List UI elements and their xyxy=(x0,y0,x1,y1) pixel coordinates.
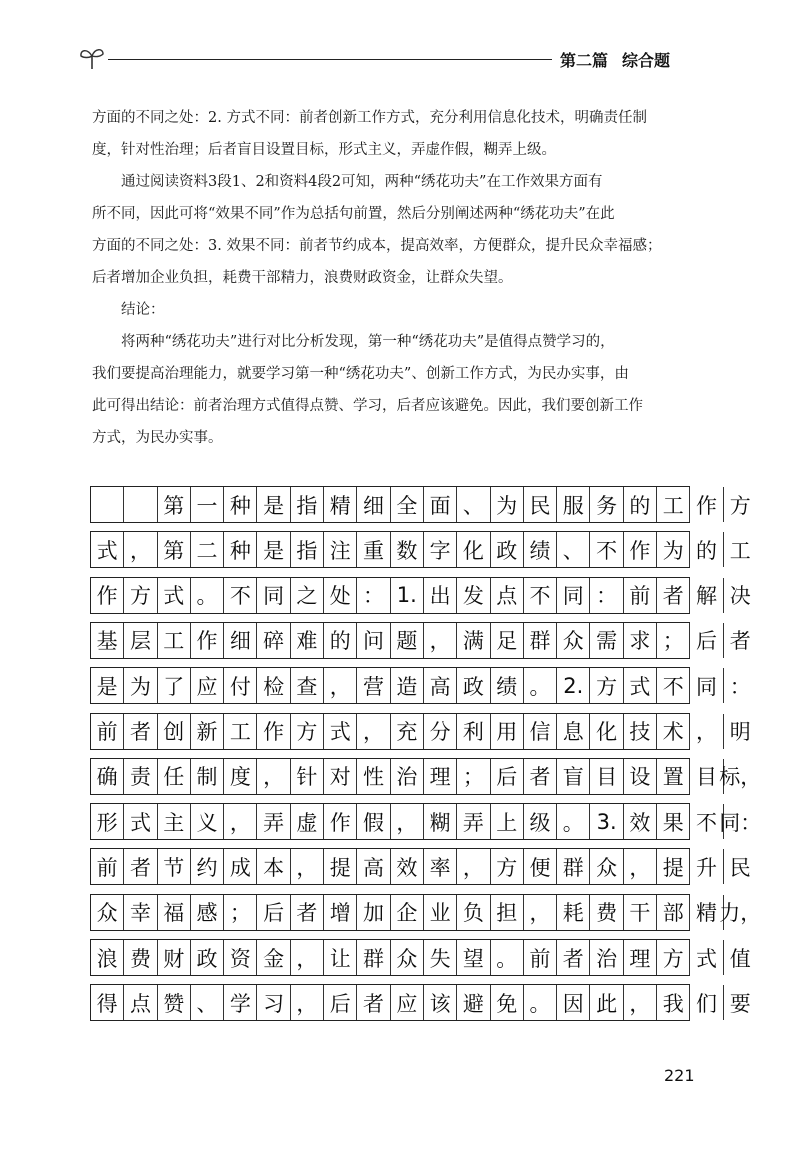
grid-cell: 政 xyxy=(457,668,490,703)
grid-cell: 性 xyxy=(357,759,390,794)
grid-cell: 式 xyxy=(158,578,191,613)
grid-cell: 为 xyxy=(657,532,690,567)
grid-cell: 二 xyxy=(191,532,224,567)
section-part: 第二篇 xyxy=(560,51,609,70)
grid-cell: 应 xyxy=(391,985,424,1020)
grid-cell: ； xyxy=(657,623,690,658)
grid-cell: 对 xyxy=(324,759,357,794)
grid-cell: 糊 xyxy=(424,804,457,839)
grid-cell: 同 xyxy=(690,668,723,703)
grid-cell: 资 xyxy=(224,940,257,975)
grid-row xyxy=(90,713,751,750)
grid-cell: 望 xyxy=(457,940,490,975)
grid-cell: ： xyxy=(729,674,751,699)
grid-cell: 感 xyxy=(191,895,224,930)
grid-cell: 习 xyxy=(257,985,290,1020)
grid-cell: 部 xyxy=(657,895,690,930)
grid-cell: ， xyxy=(124,532,157,567)
grid-cell: 高 xyxy=(357,849,390,884)
grid-cell: 治 xyxy=(391,759,424,794)
grid-cell: 避 xyxy=(457,985,490,1020)
grid-cell: 耗 xyxy=(557,895,590,930)
grid-cell: 是 xyxy=(257,532,290,567)
grid-cell: 为 xyxy=(491,487,524,522)
grid-cell: ， xyxy=(257,759,290,794)
grid-cell: ， xyxy=(291,940,324,975)
grid-cell: 要 xyxy=(729,991,751,1016)
grid-cell: 者 xyxy=(657,578,690,613)
printed-line: 将两种“绣花功夫”进行对比分析发现，第一种“绣花功夫”是值得点赞学习的， xyxy=(92,334,615,350)
grid-cell: 级 xyxy=(524,804,557,839)
grid-row xyxy=(90,758,762,795)
grid-cell: 造 xyxy=(391,668,424,703)
grid-cell: 营 xyxy=(357,668,390,703)
grid-cell: 应 xyxy=(191,668,224,703)
grid-cell: 细 xyxy=(224,623,257,658)
grid-cell: 用 xyxy=(491,714,524,749)
grid-cell: 升 xyxy=(690,849,723,884)
grid-cell: 此 xyxy=(590,985,623,1020)
grid-cell: 是 xyxy=(257,487,290,522)
grid-cell: 式 xyxy=(91,532,124,567)
page-number: 221 xyxy=(664,1066,695,1085)
grid-cell: 处 xyxy=(324,578,357,613)
grid-cell: 细 xyxy=(357,487,390,522)
grid-cell: 不 xyxy=(690,804,723,839)
grid-cell: 效 xyxy=(391,849,424,884)
printed-line: 所不同，因此可将“效果不同”作为总括句前置，然后分别阐述两种“绣花功夫”在此 xyxy=(92,206,615,222)
grid-cell: 注 xyxy=(324,532,357,567)
grid-cell: ： xyxy=(357,578,390,613)
grid-cell: 业 xyxy=(424,895,457,930)
grid-cell: 明 xyxy=(729,720,751,744)
grid-cell: ， xyxy=(291,849,324,884)
grid-cell: 因 xyxy=(557,985,590,1020)
grid-cell: 前 xyxy=(91,849,124,884)
grid-row xyxy=(90,939,751,976)
grid-cell: ， xyxy=(457,849,490,884)
grid-cell: 的 xyxy=(624,487,657,522)
grid-cell: ， xyxy=(524,895,557,930)
grid-cell: 方 xyxy=(590,668,623,703)
grid-cell: 者 xyxy=(291,895,324,930)
grid-cell: 该 xyxy=(424,985,457,1020)
grid-cell: 得 xyxy=(91,985,124,1020)
grid-cell: 企 xyxy=(391,895,424,930)
grid-cell: 标， xyxy=(719,765,762,790)
grid-cell: 任 xyxy=(158,759,191,794)
grid-cell: 费 xyxy=(124,940,157,975)
printed-line: 后者增加企业负担，耗费干部精力，浪费财政资金，让群众失望。 xyxy=(92,270,513,286)
grid-cell: 满 xyxy=(457,623,490,658)
grid-cell: 福 xyxy=(158,895,191,930)
grid-cell: 全 xyxy=(391,487,424,522)
grid-cell: 式 xyxy=(324,714,357,749)
grid-cell: 查 xyxy=(291,668,324,703)
grid-cell: 成 xyxy=(224,849,257,884)
grid-cell: 作 xyxy=(91,578,124,613)
grid-cell: 针 xyxy=(291,759,324,794)
grid-cell: 本 xyxy=(257,849,290,884)
grid-cell: 者 xyxy=(524,759,557,794)
grid-row xyxy=(90,803,762,840)
grid-cell: 增 xyxy=(324,895,357,930)
grid-cell: 群 xyxy=(557,849,590,884)
grid-cell: ， xyxy=(324,668,357,703)
grid-cell: ， xyxy=(357,714,390,749)
grid-cell: 负 xyxy=(457,895,490,930)
grid-cell: 设 xyxy=(624,759,657,794)
grid-cell: 便 xyxy=(524,849,557,884)
grid-cell: 精 xyxy=(690,895,723,930)
grid-cell: 足 xyxy=(491,623,524,658)
grid-cell: 众 xyxy=(590,849,623,884)
grid-cell: 作 xyxy=(324,804,357,839)
grid-cell: 后 xyxy=(491,759,524,794)
grid-cell: 、 xyxy=(557,532,590,567)
grid-cell: 题 xyxy=(391,623,424,658)
grid-cell: 第 xyxy=(158,487,191,522)
grid-cell: 3. xyxy=(590,804,623,839)
grid-cell: 治 xyxy=(590,940,623,975)
grid-row xyxy=(90,984,751,1021)
grid-cell: 。 xyxy=(491,940,524,975)
grid-cell: 工 xyxy=(224,714,257,749)
grid-cell: 务 xyxy=(590,487,623,522)
grid-cell: 是 xyxy=(91,668,124,703)
grid-cell: 式 xyxy=(624,668,657,703)
grid-cell: 弄 xyxy=(257,804,290,839)
grid-cell: 约 xyxy=(191,849,224,884)
grid-cell: 者 xyxy=(124,849,157,884)
grid-cell: 1. xyxy=(391,578,424,613)
grid-cell: 群 xyxy=(357,940,390,975)
grid-cell: 解 xyxy=(690,578,723,613)
grid-cell xyxy=(124,487,157,522)
printed-line: 我们要提高治理能力，就要学习第一种“绣花功夫”、创新工作方式，为民办实事，由 xyxy=(92,366,629,382)
grid-cell: 种 xyxy=(224,487,257,522)
grid-cell: 众 xyxy=(391,940,424,975)
grid-cell: 为 xyxy=(124,668,157,703)
grid-cell: 理 xyxy=(624,940,657,975)
grid-cell: 主 xyxy=(158,804,191,839)
grid-cell: 息 xyxy=(557,714,590,749)
grid-cell: 度 xyxy=(224,759,257,794)
printed-line: 结论： xyxy=(92,302,165,318)
grid-cell: 政 xyxy=(191,940,224,975)
grid-cell: 群 xyxy=(524,623,557,658)
grid-cell: 前 xyxy=(91,714,124,749)
grid-cell: 绩 xyxy=(524,532,557,567)
grid-cell: 干 xyxy=(624,895,657,930)
grid-cell: 需 xyxy=(590,623,623,658)
grid-cell: 众 xyxy=(91,895,124,930)
grid-cell: 字 xyxy=(424,532,457,567)
grid-cell: 新 xyxy=(191,714,224,749)
grid-cell: 者 xyxy=(357,985,390,1020)
grid-cell: 工 xyxy=(729,538,751,563)
grid-cell: 同： xyxy=(719,810,762,835)
grid-cell: 信 xyxy=(524,714,557,749)
grid-cell: ， xyxy=(624,849,657,884)
grid-cell: ， xyxy=(690,714,723,749)
grid-cell: 。 xyxy=(524,668,557,703)
grid-cell: 种 xyxy=(224,532,257,567)
grid-cell: 作 xyxy=(690,487,723,522)
grid-cell: 节 xyxy=(158,849,191,884)
grid-cell: 后 xyxy=(690,623,723,658)
grid-cell: 假 xyxy=(357,804,390,839)
grid-cell: 提 xyxy=(657,849,690,884)
grid-cell: 担 xyxy=(491,895,524,930)
grid-row xyxy=(90,894,762,931)
printed-text-block xyxy=(92,108,692,448)
grid-cell: 面 xyxy=(424,487,457,522)
grid-cell: ， xyxy=(224,804,257,839)
grid-cell: 幸 xyxy=(124,895,157,930)
grid-cell: 。 xyxy=(191,578,224,613)
grid-row xyxy=(90,848,751,885)
grid-cell: 果 xyxy=(657,804,690,839)
grid-cell xyxy=(91,487,124,522)
grid-cell: 学 xyxy=(224,985,257,1020)
grid-cell: ， xyxy=(391,804,424,839)
grid-cell: 上 xyxy=(491,804,524,839)
printed-line: 通过阅读资料3段1、2和资料4段2可知，两种“绣花功夫”在工作效果方面有 xyxy=(92,174,603,190)
grid-cell: ； xyxy=(457,759,490,794)
grid-cell: 工 xyxy=(657,487,690,522)
grid-cell: 作 xyxy=(624,532,657,567)
grid-cell: 基 xyxy=(91,623,124,658)
grid-row xyxy=(90,531,751,568)
grid-cell: ： xyxy=(590,578,623,613)
grid-cell: 的 xyxy=(324,623,357,658)
grid-cell: 方 xyxy=(657,940,690,975)
grid-cell: 们 xyxy=(690,985,723,1020)
grid-cell: 2. xyxy=(557,668,590,703)
grid-cell: 失 xyxy=(424,940,457,975)
grid-cell: 费 xyxy=(590,895,623,930)
grid-cell: ， xyxy=(624,985,657,1020)
header-rule xyxy=(108,59,552,60)
grid-cell: ， xyxy=(424,623,457,658)
grid-cell: 工 xyxy=(158,623,191,658)
grid-cell: 值 xyxy=(729,946,751,971)
grid-cell: 、 xyxy=(191,985,224,1020)
grid-cell: 虚 xyxy=(291,804,324,839)
grid-cell: 分 xyxy=(424,714,457,749)
grid-cell: 付 xyxy=(224,668,257,703)
grid-cell: 目 xyxy=(590,759,623,794)
grid-cell: 金 xyxy=(257,940,290,975)
grid-cell: 发 xyxy=(457,578,490,613)
grid-cell: 难 xyxy=(291,623,324,658)
sprout-logo-icon xyxy=(78,44,106,70)
grid-cell: 一 xyxy=(191,487,224,522)
grid-cell: 责 xyxy=(124,759,157,794)
grid-cell: 后 xyxy=(324,985,357,1020)
grid-cell: 后 xyxy=(257,895,290,930)
grid-cell: 充 xyxy=(391,714,424,749)
grid-cell: 赞 xyxy=(158,985,191,1020)
grid-cell: 的 xyxy=(690,532,723,567)
grid-cell: 前 xyxy=(524,940,557,975)
grid-cell: 者 xyxy=(557,940,590,975)
grid-cell: 浪 xyxy=(91,940,124,975)
printed-line: 方面的不同之处：3. 效果不同：前者节约成本，提高效率，方便群众，提升民众幸福感； xyxy=(92,238,662,254)
grid-cell: 式 xyxy=(690,940,723,975)
grid-cell: 服 xyxy=(557,487,590,522)
grid-cell: 确 xyxy=(91,759,124,794)
grid-cell: 第 xyxy=(158,532,191,567)
grid-cell: 高 xyxy=(424,668,457,703)
grid-cell: 决 xyxy=(729,584,751,609)
grid-cell: 方 xyxy=(291,714,324,749)
grid-cell: 式 xyxy=(124,804,157,839)
section-title: 综合题 xyxy=(622,51,671,70)
grid-cell: 弄 xyxy=(457,804,490,839)
grid-row xyxy=(90,622,751,659)
grid-cell: 同 xyxy=(257,578,290,613)
grid-cell: 力， xyxy=(719,901,762,926)
grid-cell: 方 xyxy=(729,493,751,518)
printed-line: 方式，为民办实事。 xyxy=(92,430,223,446)
grid-cell: ， xyxy=(291,985,324,1020)
grid-cell: 者 xyxy=(729,629,751,654)
grid-cell: 率 xyxy=(424,849,457,884)
grid-cell: 我 xyxy=(657,985,690,1020)
grid-cell: 方 xyxy=(124,578,157,613)
grid-cell: 盲 xyxy=(557,759,590,794)
grid-cell: 精 xyxy=(324,487,357,522)
grid-cell: 指 xyxy=(291,487,324,522)
grid-cell: 。 xyxy=(524,985,557,1020)
grid-cell: 点 xyxy=(491,578,524,613)
grid-cell: 提 xyxy=(324,849,357,884)
grid-cell: 重 xyxy=(357,532,390,567)
grid-cell: 化 xyxy=(457,532,490,567)
grid-cell: 指 xyxy=(291,532,324,567)
grid-cell: 理 xyxy=(424,759,457,794)
grid-cell: 免 xyxy=(491,985,524,1020)
grid-cell: 形 xyxy=(91,804,124,839)
grid-cell: 数 xyxy=(391,532,424,567)
grid-cell: 前 xyxy=(624,578,657,613)
grid-cell: 出 xyxy=(424,578,457,613)
grid-cell: 、 xyxy=(457,487,490,522)
grid-cell: 制 xyxy=(191,759,224,794)
grid-cell: 不 xyxy=(224,578,257,613)
grid-cell: 民 xyxy=(524,487,557,522)
grid-cell: 技 xyxy=(624,714,657,749)
grid-cell: 绩 xyxy=(491,668,524,703)
grid-cell: 不 xyxy=(590,532,623,567)
grid-row xyxy=(90,486,751,523)
grid-cell: 同 xyxy=(557,578,590,613)
grid-cell: 术 xyxy=(657,714,690,749)
grid-cell: 民 xyxy=(729,855,751,880)
grid-cell: 检 xyxy=(257,668,290,703)
grid-row xyxy=(90,577,751,614)
grid-cell: ； xyxy=(224,895,257,930)
grid-cell: 层 xyxy=(124,623,157,658)
grid-cell: 化 xyxy=(590,714,623,749)
grid-cell: 众 xyxy=(557,623,590,658)
section-header xyxy=(560,48,670,71)
grid-cell: 者 xyxy=(124,714,157,749)
grid-cell: 作 xyxy=(257,714,290,749)
grid-cell: 碎 xyxy=(257,623,290,658)
grid-cell: 目 xyxy=(690,759,723,794)
grid-cell: 问 xyxy=(357,623,390,658)
grid-cell: 政 xyxy=(491,532,524,567)
grid-cell: 创 xyxy=(158,714,191,749)
grid-cell: 了 xyxy=(158,668,191,703)
grid-cell: 点 xyxy=(124,985,157,1020)
grid-cell: 求 xyxy=(624,623,657,658)
grid-cell: 财 xyxy=(158,940,191,975)
grid-cell: 方 xyxy=(491,849,524,884)
grid-cell: 义 xyxy=(191,804,224,839)
grid-cell: 。 xyxy=(557,804,590,839)
printed-line: 度，针对性治理；后者盲目设置目标，形式主义，弄虚作假，糊弄上级。 xyxy=(92,142,556,158)
grid-cell: 作 xyxy=(191,623,224,658)
grid-cell: 利 xyxy=(457,714,490,749)
grid-row xyxy=(90,667,751,704)
grid-cell: 效 xyxy=(624,804,657,839)
answer-grid xyxy=(90,486,762,1030)
grid-cell: 加 xyxy=(357,895,390,930)
grid-cell: 让 xyxy=(324,940,357,975)
grid-cell: 置 xyxy=(657,759,690,794)
grid-cell: 之 xyxy=(291,578,324,613)
grid-cell: 不 xyxy=(524,578,557,613)
printed-line: 方面的不同之处：2. 方式不同：前者创新工作方式，充分利用信息化技术，明确责任制 xyxy=(92,110,647,126)
grid-cell: 不 xyxy=(657,668,690,703)
printed-line: 此可得出结论：前者治理方式值得点赞、学习，后者应该避免。因此，我们要创新工作 xyxy=(92,398,643,414)
